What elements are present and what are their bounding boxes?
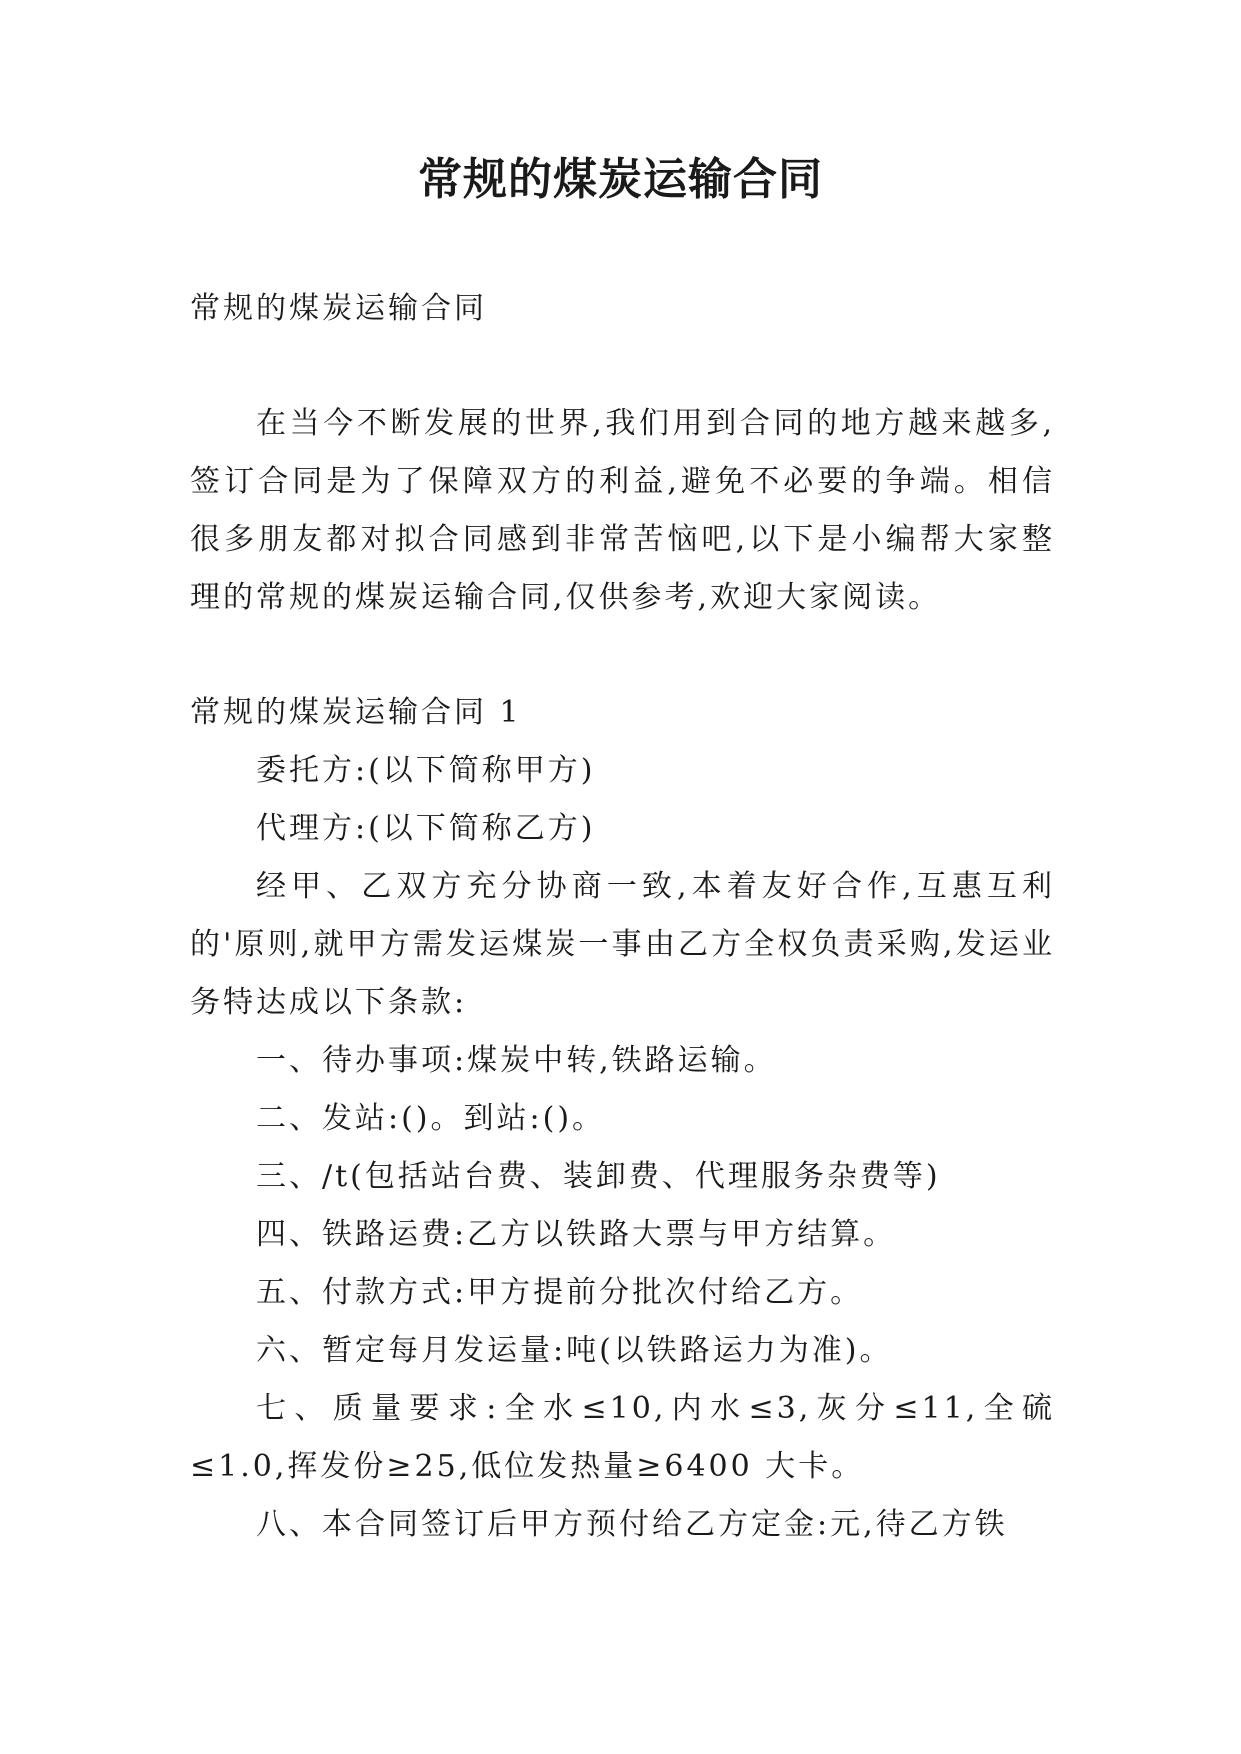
clause-2: 二、发站:()。到站:()。	[256, 1101, 606, 1136]
party-b-line: 代理方:(以下简称乙方)	[256, 811, 596, 846]
clause-4: 四、铁路运费:乙方以铁路大票与甲方结算。	[256, 1217, 897, 1252]
clause-3: 三、/t(包括站台费、装卸费、代理服务杂费等)	[256, 1159, 941, 1194]
intro-paragraph: 在当今不断发展的世界,我们用到合同的地方越来越多,签订合同是为了保障双方的利益,避免不必要的争端。相信很多朋友都对拟合同感到非常苦恼吧,以下是小编帮大家整理的常规的煤炭运输合同,仅供参考,欢迎大家阅读。	[190, 406, 1055, 615]
clause-5: 五、付款方式:甲方提前分批次付给乙方。	[256, 1275, 864, 1310]
clause-8: 八、本合同签订后甲方预付给乙方定金:元,待乙方铁	[256, 1507, 1008, 1542]
document-subtitle: 常规的煤炭运输合同	[190, 291, 487, 326]
clause-7: 七、质量要求:全水≤10,内水≤3,灰分≤11,全硫≤1.0,挥发份≥25,低位发热量≥6400 大卡。	[190, 1391, 1055, 1484]
party-a-line: 委托方:(以下简称甲方)	[256, 753, 596, 788]
preamble-paragraph: 经甲、乙双方充分协商一致,本着友好合作,互惠互利的'原则,就甲方需发运煤炭一事由乙方全权负责采购,发运业务特达成以下条款:	[190, 869, 1055, 1020]
clause-1: 一、待办事项:煤炭中转,铁路运输。	[256, 1043, 777, 1078]
section-heading: 常规的煤炭运输合同 1	[190, 695, 522, 730]
document-title: 常规的煤炭运输合同	[418, 154, 823, 205]
clause-6: 六、暂定每月发运量:吨(以铁路运力为准)。	[256, 1333, 893, 1368]
document-body	[190, 280, 1055, 1554]
